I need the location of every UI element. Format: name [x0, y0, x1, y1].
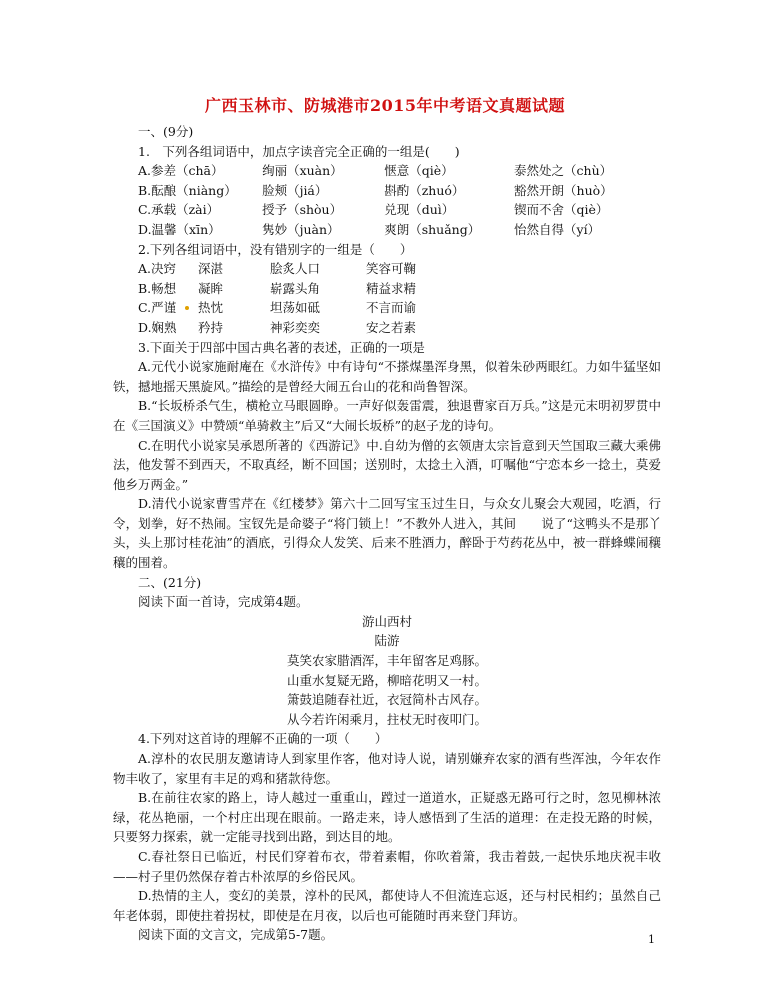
poem-line: 从今若许闲乘月，拄杖无时夜叩门。: [286, 711, 487, 727]
option-cell: 坦荡如砥: [270, 300, 321, 316]
option-cell: 崭露头角: [270, 280, 321, 296]
option-cell: D.温馨（xīn）: [138, 221, 221, 237]
exam-content: [113, 122, 661, 945]
question-3-option-a: A.元代小说家施耐庵在《水浒传》中有诗句“不搽煤墨浑身黑，似着朱砂两眼红。力如牛猛坚如铁，撼地摇天黑旋风。”描绘的是曾经大闹五台山的花和尚鲁智深。: [113, 359, 661, 394]
question-4-option-c: C.春社祭日已临近，村民们穿着布衣，带着素帽，你吹着箫，我击着鼓,一起快乐地庆祝丰收——村子里仍然保存着古朴浓厚的乡俗民风。: [113, 848, 661, 884]
option-cell: 热忱: [198, 300, 224, 316]
page-number: 1: [648, 933, 655, 946]
poem-title: 游山西村: [361, 613, 412, 629]
option-cell: 安之若素: [366, 319, 417, 335]
option-row: [138, 220, 661, 240]
option-text: C.严谨: [138, 300, 177, 316]
option-cell: 锲而不舍（qiè）: [514, 202, 609, 218]
question-2-options: [113, 259, 661, 337]
option-cell: 精益求精: [366, 280, 417, 296]
question-4-option-b: B.在前往农家的路上，诗人越过一重重山，蹚过一道道水，正疑惑无路可行之时，忽见柳林浓绿，花丛艳丽，一个村庄出现在眼前。一路走来，诗人感悟到了生活的道理：在走投无路的时候，只要努力探索，就一定能寻找到出路，到达目的地。: [113, 790, 661, 845]
option-cell: B.畅想: [138, 280, 177, 296]
question-3-option-b: B.“长坂桥杀气生，横枪立马眼圆睁。一声好似轰雷震，独退曹家百万兵。”这是元末明初罗贯中在《三国演义》中赞颂“单骑救主”后又“大闹长坂桥”的赵子龙的诗句。: [113, 398, 661, 433]
option-cell: A.参差（chā）: [138, 163, 224, 179]
emphasis-dot-icon: [185, 306, 189, 310]
question-3-option-d: D.清代小说家曹雪芹在《红楼梦》第六十二回写宝玉过生日，与众女儿聚会大观园，吃酒，行令，划拳，好不热闹。宝钗先是命婆子“将门锁上！”不教外人进入，其间 说了“这鸭头不是那丫头，头上那讨桂花油”的酒底，引得众人发笑、后来不胜酒力，醉卧于芍药花丛中，被一群蜂蝶闹穰穰的围着。: [113, 496, 661, 571]
question-2-stem: 2.下列各组词语中，没有错别字的一组是（ ）: [138, 241, 413, 257]
option-cell: 授予（shòu）: [262, 202, 343, 218]
option-cell: 矜持: [198, 319, 224, 335]
option-row: [138, 181, 661, 201]
reading-intro-classical: 阅读下面的文言文，完成第5-7题。: [138, 927, 334, 943]
option-cell: 脸颊（jiá）: [262, 182, 328, 198]
poem-author: 陆游: [374, 633, 400, 649]
reading-intro-poem: 阅读下面一首诗，完成第4题。: [138, 594, 309, 610]
option-cell: B.酝酿（niàng）: [138, 182, 237, 198]
option-cell: 笑容可鞠: [366, 261, 417, 277]
question-3-option-c: C.在明代小说家吴承恩所著的《西游记》中.自幼为僧的玄领唐太宗旨意到天竺国取三藏大乘佛法，他发誓不到西天，不取真经，断不回国；送别时，太捻土入酒，叮嘱他“宁恋本乡一捻土，莫爱他乡万两金。”: [113, 437, 661, 492]
option-row: [138, 298, 661, 318]
option-cell: D.娴熟: [138, 319, 177, 335]
option-cell: C.承载（zài）: [138, 202, 220, 218]
option-cell: 豁然开朗（huò）: [514, 182, 613, 198]
question-1-stem: 1. 下列各组词语中，加点字读音完全正确的一组是( ): [138, 143, 460, 159]
option-cell: 惬意（qiè）: [384, 163, 454, 179]
option-cell: 怡然自得（yí）: [514, 221, 601, 237]
poem-line: 箫鼓追随春社近，衣冠简朴古风存。: [286, 692, 487, 708]
section-heading-1: 一、(9分): [138, 124, 194, 139]
option-row: [138, 259, 661, 279]
option-cell: 斟酌（zhuó）: [384, 182, 465, 198]
option-cell: 神彩奕奕: [270, 319, 321, 335]
option-cell: A.决窍: [138, 261, 177, 277]
poem-line: 莫笑农家腊酒浑，丰年留客足鸡豚。: [286, 653, 487, 669]
option-cell: 泰然处之（chù）: [514, 163, 613, 179]
question-1-options: [113, 161, 661, 239]
question-4-option-d: D.热情的主人，变幻的美景，淳朴的民风，都使诗人不但流连忘返，还与村民相约；虽然自己年老体弱，即使拄着拐杖，即使是在月夜，以后也可能随时再来登门拜访。: [113, 888, 661, 923]
option-cell: 深湛: [198, 261, 224, 277]
question-3-stem: 3.下面关于四部中国古典名著的表述，正确的一项是: [138, 339, 425, 355]
poem-line: 山重水复疑无路，柳暗花明又一村。: [286, 672, 487, 688]
option-cell: [138, 298, 198, 318]
question-4-option-a: A.淳朴的农民朋友邀请诗人到家里作客，他对诗人说，请别嫌弃农家的酒有些浑浊，今年农作物丰收了，家里有丰足的鸡和猪款待您。: [113, 751, 661, 786]
option-cell: 不言而谕: [366, 300, 417, 316]
option-cell: 凝眸: [198, 280, 224, 296]
option-cell: 绚丽（xuàn）: [262, 163, 343, 179]
option-row: [138, 161, 661, 181]
option-row: [138, 279, 661, 299]
option-cell: 脍炙人口: [270, 261, 321, 277]
option-row: [138, 200, 661, 220]
section-heading-2: 二、(21分): [138, 574, 202, 590]
option-row: [138, 318, 661, 338]
page-title: 广西玉林市、防城港市2015年中考语文真题试题: [204, 96, 566, 115]
question-4-stem: 4.下列对这首诗的理解不正确的一项（ ）: [138, 731, 388, 747]
option-cell: 隽妙（juàn）: [262, 221, 340, 237]
option-cell: 爽朗（shuǎng）: [384, 221, 481, 237]
option-cell: 兑现（duì）: [384, 202, 455, 218]
